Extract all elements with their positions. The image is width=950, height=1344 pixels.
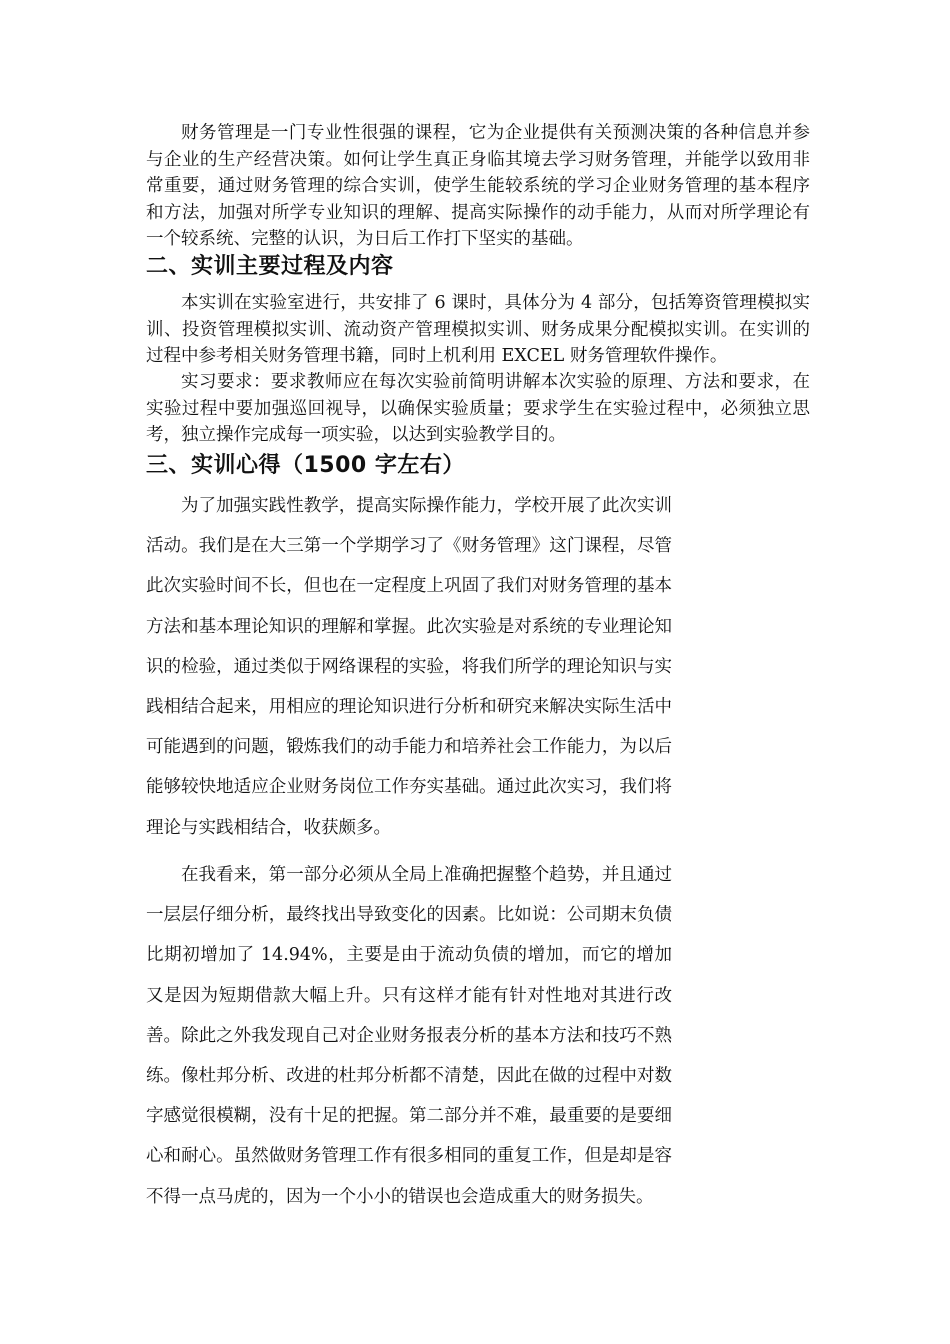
intro-paragraph: 财务管理是一门专业性很强的课程，它为企业提供有关预测决策的各种信息并参与企业的生产经营决策。如何让学生真正身临其境去学习财务管理，并能学以致用非常重要，通过财务管理的综合实训，使学生能较系统的学习企业财务管理的基本程序和方法，加强对所学专业知识的理解、提高实际操作的动手能力，从而对所学理论有一个较系统、完整的认识，为日后工作打下坚实的基础。	[146, 123, 810, 249]
process-paragraph: 本实训在实验室进行，共安排了 6 课时，具体分为 4 部分，包括筹资管理模拟实训、投资管理模拟实训、流动资产管理模拟实训、财务成果分配模拟实训。在实训的过程中参考相关财务管理书籍，同时上机利用 EXCEL 财务管理软件操作。	[146, 293, 810, 366]
section-heading-process: 二、实训主要过程及内容	[146, 254, 394, 279]
reflection-paragraph-2: 在我看来，第一部分必须从全局上准确把握整个趋势，并且通过一层层仔细分析，最终找出导致变化的因素。比如说：公司期末负债比期初增加了 14.94%，主要是由于流动负债的增加，而它的增加又是因为短期借款大幅上升。只有这样才能有针对性地对其进行改善。除此之外我发现自己对企业财务报表分析的基本方法和技巧不熟练。像杜邦分析、改进的杜邦分析都不清楚，因此在做的过程中对数字感觉很模糊，没有十足的把握。第二部分并不难，最重要的是要细心和耐心。虽然做财务管理工作有很多相同的重复工作，但是却是容不得一点马虎的，因为一个小小的错误也会造成重大的财务损失。	[146, 865, 672, 1207]
section-heading-reflections: 三、实训心得（1500 字左右）	[146, 453, 465, 478]
reflection-paragraph-1: 为了加强实践性教学，提高实际操作能力，学校开展了此次实训活动。我们是在大三第一个学期学习了《财务管理》这门课程，尽管此次实验时间不长，但也在一定程度上巩固了我们对财务管理的基本方法和基本理论知识的理解和掌握。此次实验是对系统的专业理论知识的检验，通过类似于网络课程的实验，将我们所学的理论知识与实践相结合起来，用相应的理论知识进行分析和研究来解决实际生活中可能遇到的问题，锻炼我们的动手能力和培养社会工作能力，为以后能够较快地适应企业财务岗位工作夯实基础。通过此次实习，我们将理论与实践相结合，收获颇多。	[146, 496, 672, 838]
requirements-paragraph: 实习要求：要求教师应在每次实验前简明讲解本次实验的原理、方法和要求，在实验过程中要加强巡回视导，以确保实验质量；要求学生在实验过程中，必须独立思考，独立操作完成每一项实验，以达到实验教学目的。	[146, 372, 810, 445]
